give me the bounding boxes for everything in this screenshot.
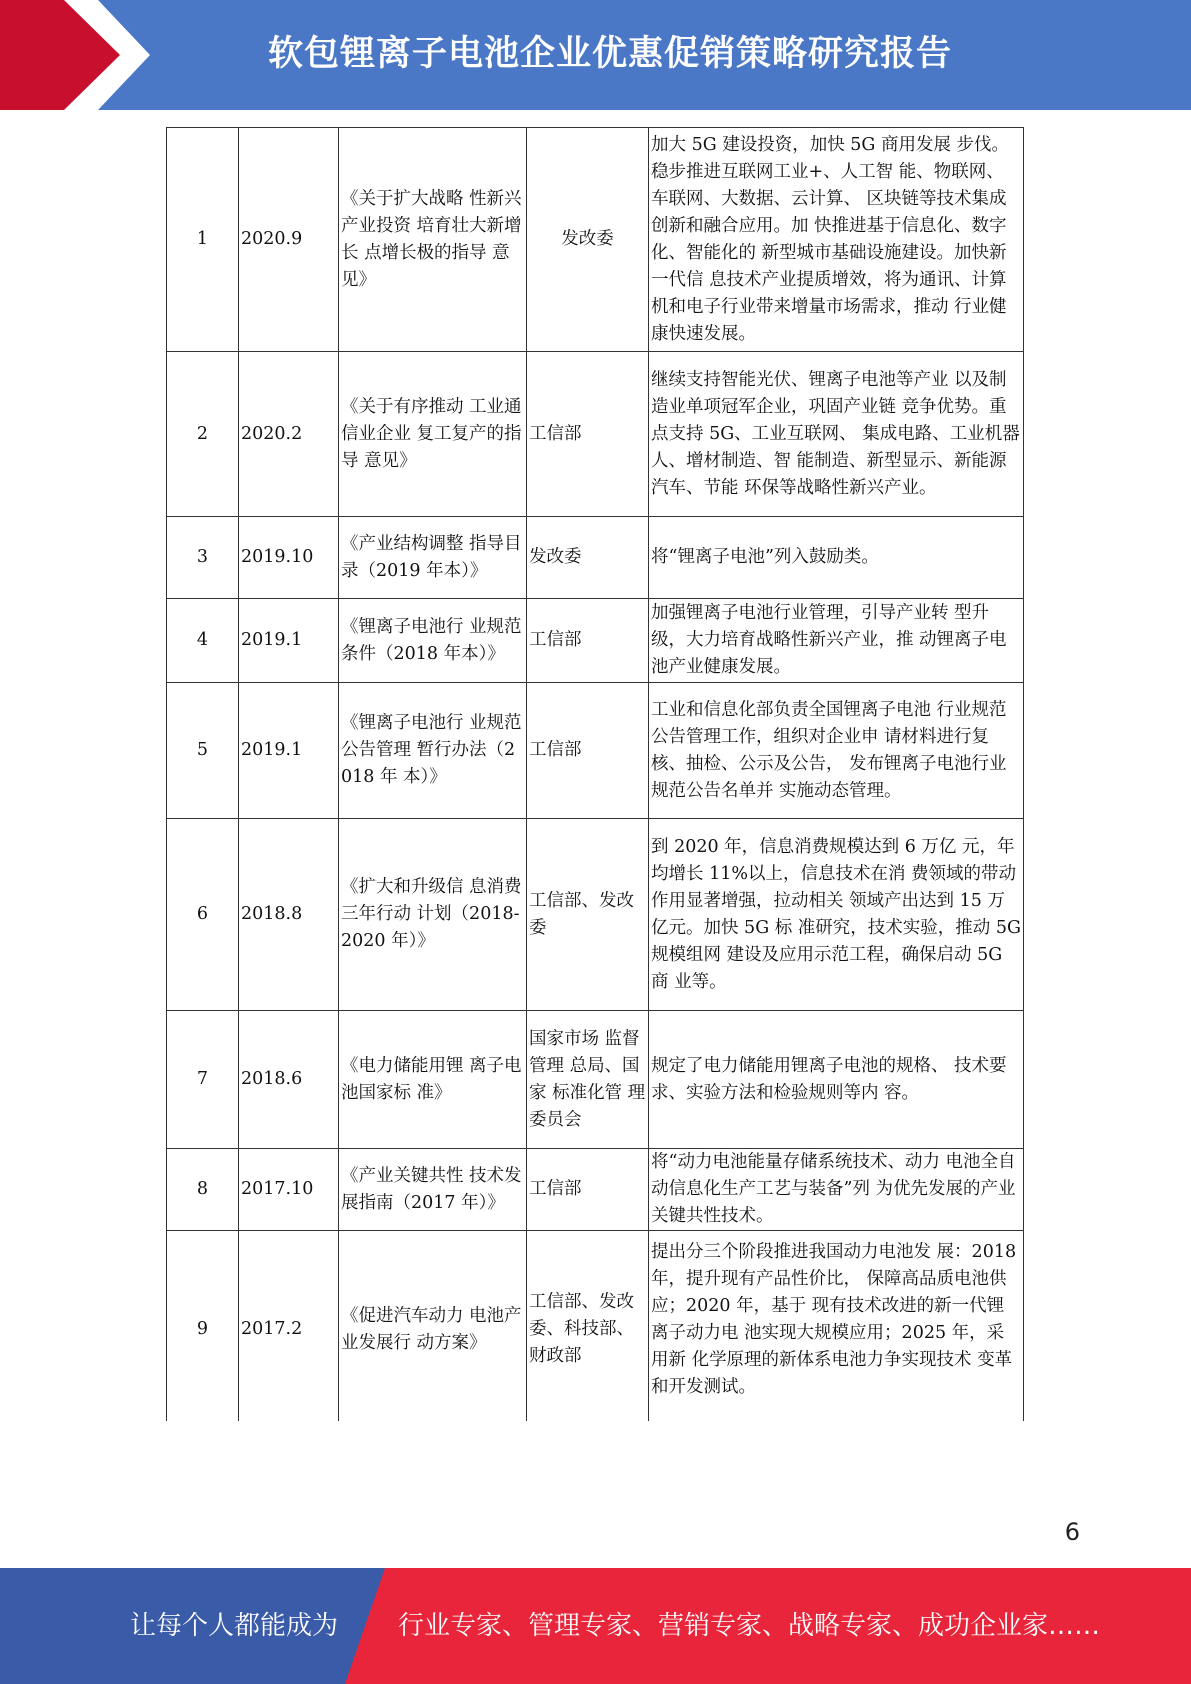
row-policy-title: 《扩大和升级信 息消费三年行动 计划（2018-2020 年）》	[339, 819, 527, 1011]
row-policy-title: 《关于扩大战略 性新兴产业投资 培育壮大新增长 点增长极的指导 意见》	[339, 128, 527, 352]
row-policy-title: 《促进汽车动力 电池产业发展行 动方案》	[339, 1231, 527, 1421]
policy-table	[166, 127, 1024, 1421]
table-row	[167, 1011, 1024, 1149]
table-row	[167, 517, 1024, 599]
table-row	[167, 599, 1024, 683]
row-date: 2019.1	[239, 683, 339, 819]
table-row	[167, 1149, 1024, 1231]
row-date: 2020.9	[239, 128, 339, 352]
row-number: 7	[167, 1011, 239, 1149]
row-policy-title: 《锂离子电池行 业规范条件（2018 年本）》	[339, 599, 527, 683]
row-content: 加大 5G 建设投资，加快 5G 商用发展 步伐。稳步推进互联网工业+、人工智 能、物联网、车联网、大数据、云计算、 区块链等技术集成创新和融合应用。加 快推进基于信息化、数字化、智能化的 新型城市基础设施建设。加快新一代信 息技术产业提质增效，将为通讯、计算机和电子行业带来增量市场需求，推动 行业健康快速发展。	[649, 128, 1024, 352]
page-number: 6	[1064, 1518, 1080, 1546]
table-row	[167, 128, 1024, 352]
row-date: 2018.8	[239, 819, 339, 1011]
report-title: 软包锂离子电池企业优惠促销策略研究报告	[267, 34, 952, 74]
row-number: 9	[167, 1231, 239, 1421]
row-number: 6	[167, 819, 239, 1011]
row-content: 工业和信息化部负责全国锂离子电池 行业规范公告管理工作，组织对企业申 请材料进行复核、抽检、公示及公告， 发布锂离子电池行业规范公告名单并 实施动态管理。	[649, 683, 1024, 819]
row-policy-title: 《关于有序推动 工业通信业企业 复工复产的指导 意见》	[339, 352, 527, 517]
row-content: 将“锂离子电池”列入鼓励类。	[649, 517, 1024, 599]
row-date: 2019.1	[239, 599, 339, 683]
row-department: 工信部	[527, 683, 649, 819]
row-policy-title: 《电力储能用锂 离子电池国家标 准》	[339, 1011, 527, 1149]
row-content: 加强锂离子电池行业管理，引导产业转 型升级，大力培育战略性新兴产业，推 动锂离子电池产业健康发展。	[649, 599, 1024, 683]
row-content: 提出分三个阶段推进我国动力电池发 展：2018 年，提升现有产品性价比， 保障高品质电池供应；2020 年，基于 现有技术改进的新一代锂离子动力电 池实现大规模应用；2025 年，采用新 化学原理的新体系电池力争实现技术 变革和开发测试。	[649, 1231, 1024, 1421]
table-row	[167, 1231, 1024, 1421]
row-content: 规定了电力储能用锂离子电池的规格、 技术要求、实验方法和检验规则等内 容。	[649, 1011, 1024, 1149]
row-department: 工信部	[527, 1149, 649, 1231]
row-department: 工信部、发改委、科技部、财政部	[527, 1231, 649, 1421]
row-date: 2019.10	[239, 517, 339, 599]
row-date: 2017.10	[239, 1149, 339, 1231]
row-number: 1	[167, 128, 239, 352]
row-department: 工信部、发改委	[527, 819, 649, 1011]
row-content: 到 2020 年，信息消费规模达到 6 万亿 元，年均增长 11%以上，信息技术在消 费领域的带动作用显著增强，拉动相关 领域产出达到 15 万亿元。加快 5G 标 准研究，技术实验，推动 5G 规模组网 建设及应用示范工程，确保启动 5G 商 业等。	[649, 819, 1024, 1011]
row-content: 将“动力电池能量存储系统技术、动力 电池全自动信息化生产工艺与装备”列 为优先发展的产业关键共性技术。	[649, 1149, 1024, 1231]
row-number: 4	[167, 599, 239, 683]
row-policy-title: 《产业关键共性 技术发展指南（2017 年）》	[339, 1149, 527, 1231]
row-policy-title: 《产业结构调整 指导目录（2019 年本）》	[339, 517, 527, 599]
row-number: 8	[167, 1149, 239, 1231]
row-number: 3	[167, 517, 239, 599]
row-date: 2020.2	[239, 352, 339, 517]
table-row	[167, 819, 1024, 1011]
row-department: 发改委	[527, 517, 649, 599]
row-date: 2018.6	[239, 1011, 339, 1149]
table-row	[167, 683, 1024, 819]
row-policy-title: 《锂离子电池行 业规范公告管理 暂行办法（2018 年 本）》	[339, 683, 527, 819]
row-number: 5	[167, 683, 239, 819]
row-department: 国家市场 监督管理 总局、国家 标准化管 理委员会	[527, 1011, 649, 1149]
row-department: 发改委	[527, 128, 649, 352]
row-date: 2017.2	[239, 1231, 339, 1421]
footer-slogan-left: 让每个人都能成为	[130, 1611, 339, 1641]
row-department: 工信部	[527, 599, 649, 683]
row-department: 工信部	[527, 352, 649, 517]
footer-slogan-right: 行业专家、管理专家、营销专家、战略专家、成功企业家……	[398, 1611, 1101, 1641]
table-row	[167, 352, 1024, 517]
row-number: 2	[167, 352, 239, 517]
row-content: 继续支持智能光伏、锂离子电池等产业 以及制造业单项冠军企业，巩固产业链 竞争优势。重点支持 5G、工业互联网、 集成电路、工业机器人、增材制造、智 能制造、新型显示、新能源汽车、节能 环保等战略性新兴产业。	[649, 352, 1024, 517]
